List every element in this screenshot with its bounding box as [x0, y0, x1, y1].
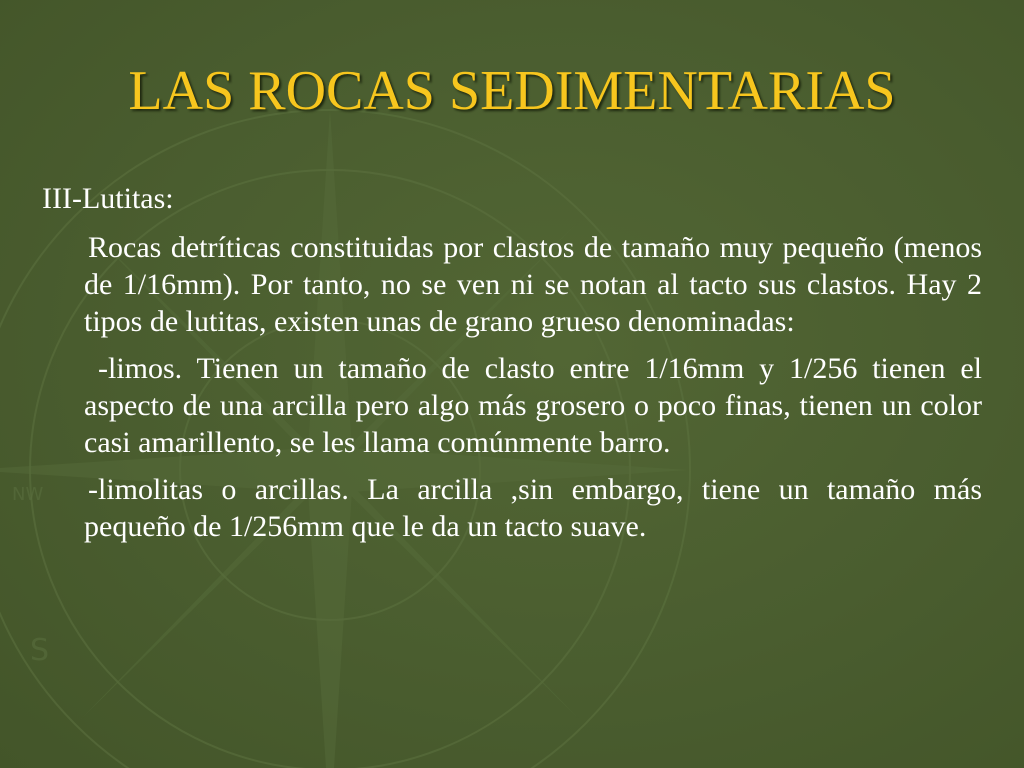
slide-body: [42, 180, 982, 555]
compass-letter-nw: NW: [12, 484, 44, 505]
slide-title: LAS ROCAS SEDIMENTARIAS: [128, 60, 896, 122]
section-heading: III-Lutitas:: [42, 182, 174, 215]
paragraph-limos: -limos. Tienen un tamaño de clasto entre 1/16mm y 1/256 tienen el aspecto de una arcilla pero algo más grosero o poco finas, tienen un color casi amarillento, se les llama comúnmente barro.: [84, 352, 982, 459]
paragraph-lutitas: Rocas detríticas constituidas por clastos de tamaño muy pequeño (menos de 1/16mm). Por tanto, no se ven ni se notan al tacto sus clastos. Hay 2 tipos de lutitas, existen unas de grano grueso denominadas:: [84, 231, 982, 338]
compass-letter-s: S: [30, 633, 50, 668]
paragraph-limolitas: -limolitas o arcillas. La arcilla ,sin embargo, tiene un tamaño más pequeño de 1/256mm que le da un tacto suave.: [84, 473, 982, 543]
